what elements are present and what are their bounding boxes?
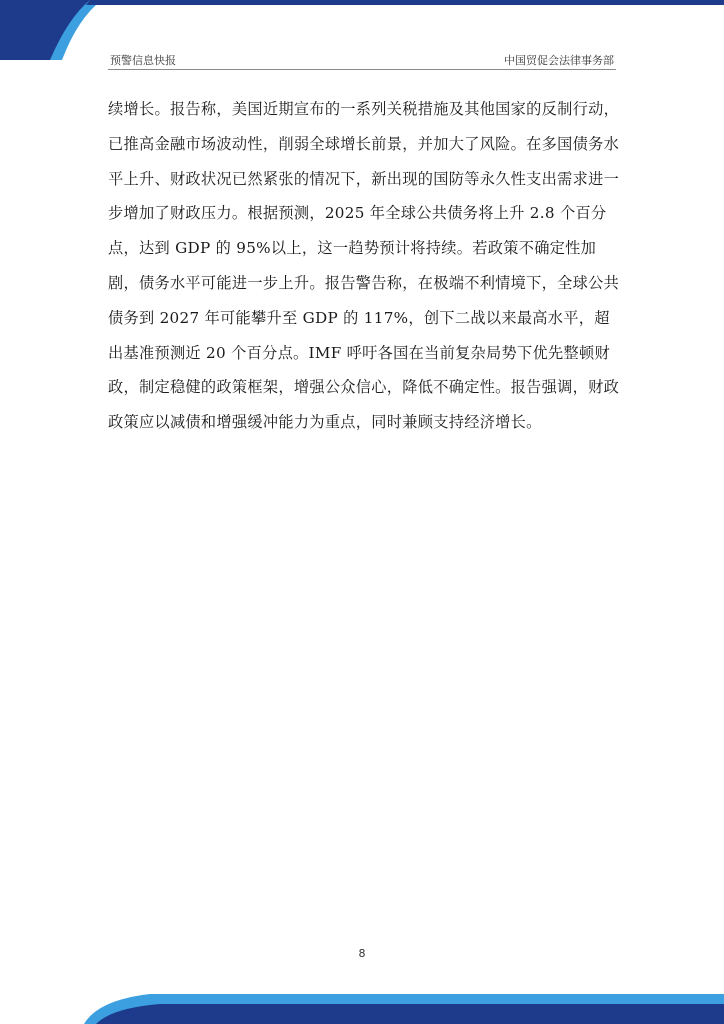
header-divider bbox=[108, 69, 616, 70]
header-organization: 中国贸促会法律事务部 bbox=[504, 54, 614, 67]
footer-band-dark bbox=[96, 1004, 724, 1024]
header-title: 预警信息快报 bbox=[110, 54, 176, 67]
page-number: 8 bbox=[358, 947, 366, 960]
body-paragraph: 续增长。报告称，美国近期宣布的一系列关税措施及其他国家的反制行动，已推高金融市场波动性，削弱全球增长前景，并加大了风险。在多国债务水平上升、财政状况已然紧张的情况下，新出现的国防等永久性支出需求进一步增加了财政压力。根据预测，2025 年全球公共债务将上升 2.8 个百分点，达到 GDP 的 95%以上，这一趋势预计将持续。若政策不确定性加剧，债务水平可能进一步上升。报告警告称，在极端不利情境下，全球公共债务到 2027 年可能攀升至 GDP 的 117%，创下二战以来最高水平，超出基准预测近 20 个百分点。IMF 呼吁各国在当前复杂局势下优先整顿财政，制定稳健的政策框架，增强公众信心，降低不确定性。报告强调，财政政策应以减债和增强缓冲能力为重点，同时兼顾支持经济增长。 bbox=[108, 100, 620, 432]
footer-decoration bbox=[0, 986, 724, 1024]
header-band-dark bbox=[0, 0, 90, 60]
header-band-top-line bbox=[86, 0, 724, 5]
header-decoration bbox=[0, 0, 724, 60]
